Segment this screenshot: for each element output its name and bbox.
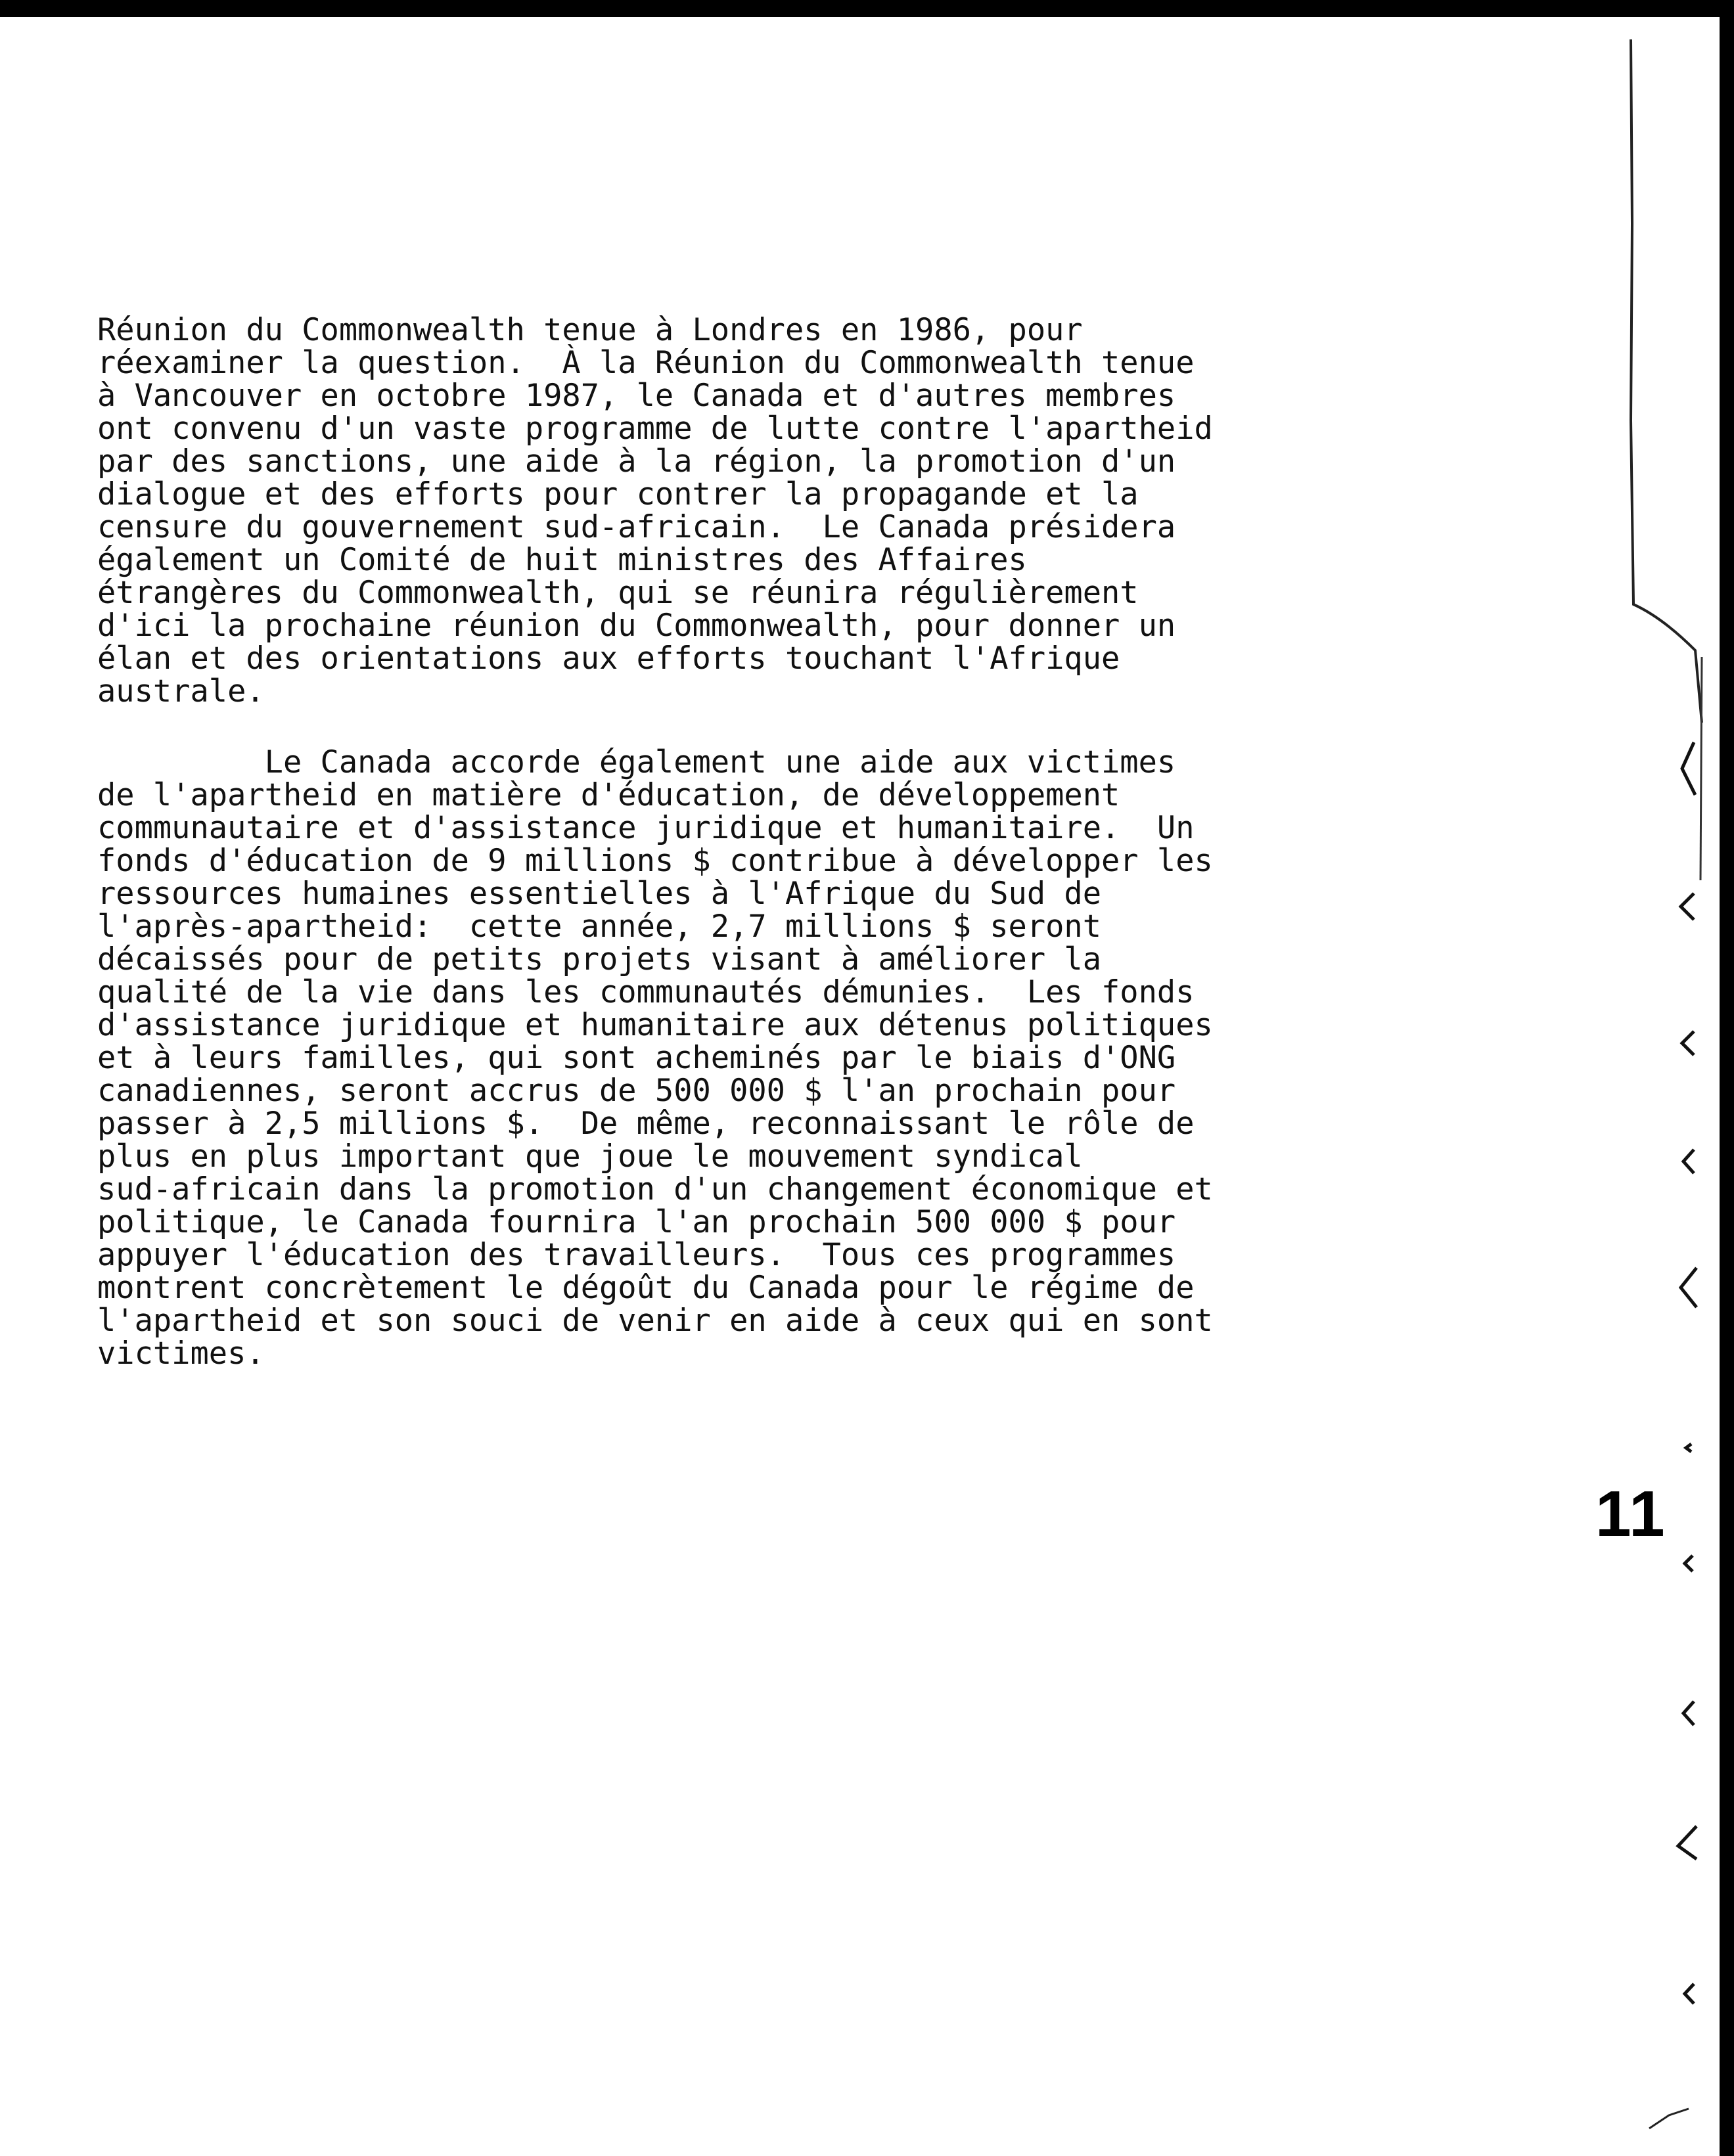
text-line: l'apartheid et son souci de venir en aide à ceux qui en sont [97, 1303, 1213, 1339]
text-line: montrent concrètement le dégoût du Canada pour le régime de [97, 1270, 1195, 1306]
text-line: australe. [97, 673, 265, 709]
text-line: l'après-apartheid: cette année, 2,7 millions $ seront [97, 909, 1102, 945]
text-line: censure du gouvernement sud-africain. Le Canada présidera [97, 509, 1176, 545]
text-line: de l'apartheid en matière d'éducation, de développement [97, 777, 1120, 813]
text-line: également un Comité de huit ministres des Affaires [97, 542, 1027, 578]
scan-right-border [1720, 0, 1734, 2156]
paragraph-2 [97, 746, 1319, 1370]
scan-top-border [0, 0, 1734, 17]
paragraph-1 [97, 314, 1319, 708]
text-line: plus en plus important que joue le mouvement syndical [97, 1138, 1083, 1175]
text-line: qualité de la vie dans les communautés démunies. Les fonds [97, 974, 1195, 1010]
text-line: sud-africain dans la promotion d'un changement économique et [97, 1171, 1213, 1207]
text-line: Le Canada accorde également une aide aux victimes [97, 744, 1176, 780]
text-line: fonds d'éducation de 9 millions $ contribue à développer les [97, 843, 1213, 879]
text-line: ont convenu d'un vaste programme de lutte contre l'apartheid [97, 411, 1213, 447]
text-line: politique, le Canada fournira l'an prochain 500 000 $ pour [97, 1204, 1176, 1240]
text-line: communautaire et d'assistance juridique et humanitaire. Un [97, 810, 1195, 846]
text-line: élan et des orientations aux efforts touchant l'Afrique [97, 640, 1120, 677]
text-line: appuyer l'éducation des travailleurs. Tous ces programmes [97, 1237, 1176, 1273]
text-line: à Vancouver en octobre 1987, le Canada et d'autres membres [97, 378, 1176, 414]
text-line: ressources humaines essentielles à l'Afrique du Sud de [97, 876, 1102, 912]
text-line: par des sanctions, une aide à la région, la promotion d'un [97, 443, 1176, 480]
text-line: d'ici la prochaine réunion du Commonwealth, pour donner un [97, 608, 1176, 644]
tab-index-marks [1623, 26, 1722, 2155]
text-line: décaissés pour de petits projets visant à améliorer la [97, 941, 1102, 977]
text-line: canadiennes, seront accrus de 500 000 $ l'an prochain pour [97, 1073, 1176, 1109]
text-line: étrangères du Commonwealth, qui se réunira régulièrement [97, 575, 1139, 611]
text-line: dialogue et des efforts pour contrer la propagande et la [97, 476, 1139, 512]
text-line: Réunion du Commonwealth tenue à Londres en 1986, pour [97, 312, 1083, 348]
text-line: passer à 2,5 millions $. De même, reconnaissant le rôle de [97, 1106, 1195, 1142]
text-line: victimes. [97, 1336, 265, 1372]
paragraph-gap [97, 708, 1319, 746]
text-line: d'assistance juridique et humanitaire aux détenus politiques [97, 1007, 1213, 1043]
text-line: réexaminer la question. À la Réunion du Commonwealth tenue [97, 345, 1195, 381]
text-line: et à leurs familles, qui sont acheminés par le biais d'ONG [97, 1040, 1176, 1076]
body-text [97, 314, 1319, 1370]
page-number: 11 [1595, 1477, 1666, 1550]
